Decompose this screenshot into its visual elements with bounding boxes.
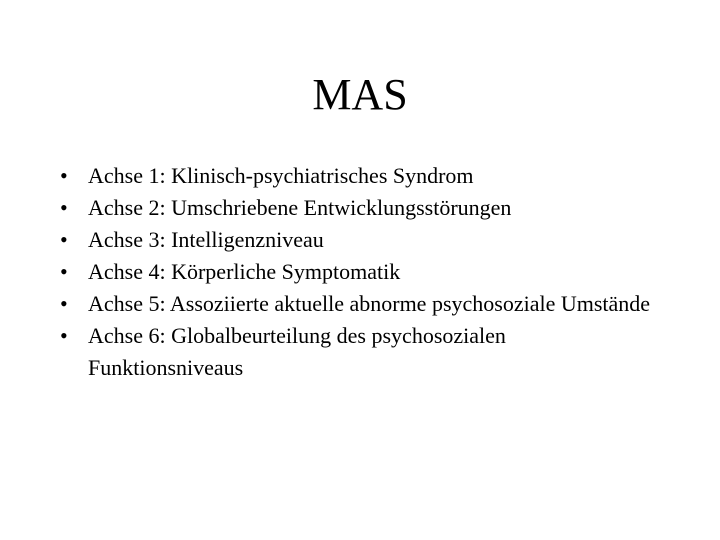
list-item [60, 224, 660, 256]
bullet-list [60, 160, 660, 384]
list-item-text: Achse 5: Assoziierte aktuelle abnorme psychosoziale Umstände [88, 291, 651, 316]
bullet-icon: • [60, 163, 68, 188]
bullet-icon: • [60, 195, 68, 220]
list-item-text: Achse 1: Klinisch-psychiatrisches Syndrom [88, 163, 474, 188]
bullet-icon: • [60, 227, 68, 252]
list-item-text: Achse 4: Körperliche Symptomatik [88, 259, 401, 284]
bullet-icon: • [60, 323, 68, 348]
list-item [60, 160, 660, 192]
list-item-text: Achse 3: Intelligenzniveau [88, 227, 324, 252]
list-item-text: Achse 2: Umschriebene Entwicklungsstörungen [88, 195, 512, 220]
bullet-icon: • [60, 259, 68, 284]
list-item [60, 192, 660, 224]
bullet-icon: • [60, 291, 68, 316]
list-item-text: Achse 6: Globalbeurteilung des psychosozialen Funktionsniveaus [88, 323, 506, 380]
list-item [60, 256, 660, 288]
list-item [60, 288, 660, 320]
slide-title: MAS [312, 70, 408, 119]
list-item [60, 320, 660, 384]
